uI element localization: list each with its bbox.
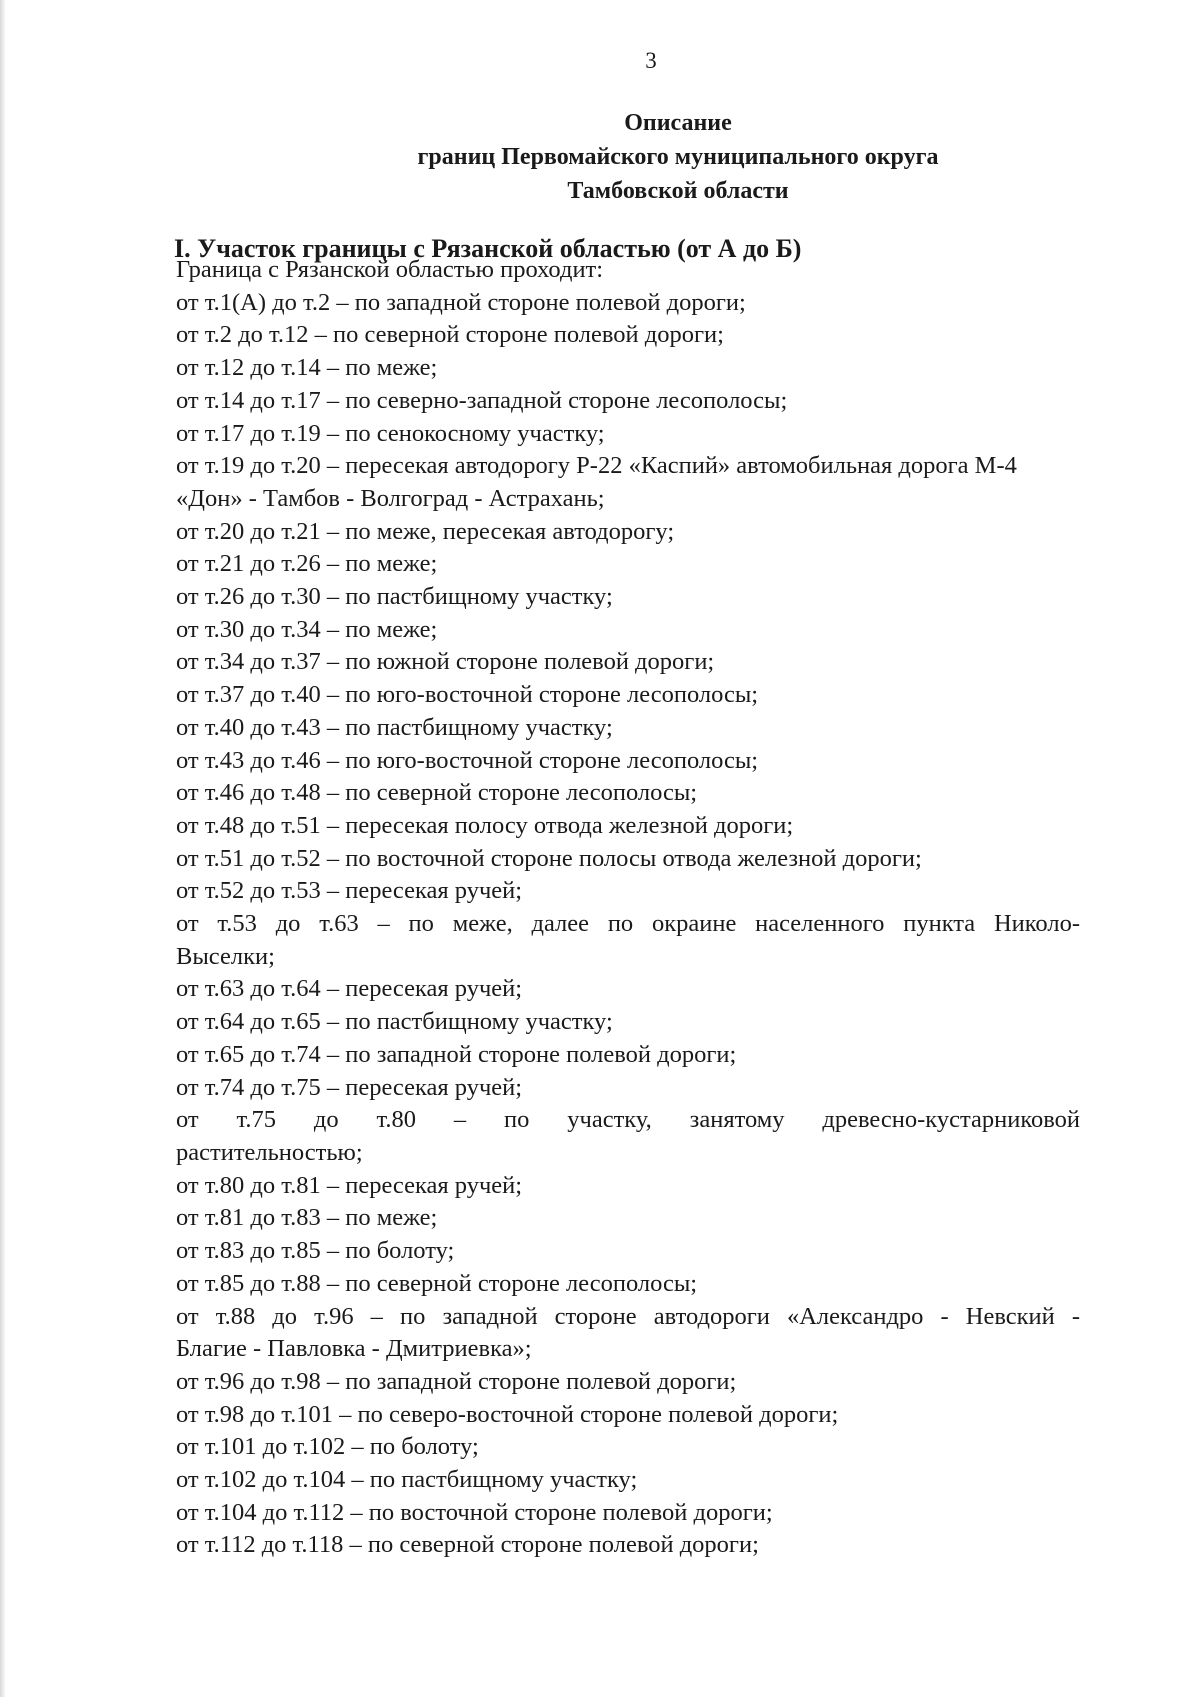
text-line: от т.52 до т.53 – пересекая ручей;	[176, 877, 523, 905]
text-line: от т.98 до т.101 – по северо-восточной стороне полевой дороги;	[176, 1400, 839, 1428]
text-line: от т.80 до т.81 – пересекая ручей;	[176, 1171, 523, 1199]
text-line: от т.104 до т.112 – по восточной стороне полевой дороги;	[176, 1498, 773, 1526]
text-line: от т.14 до т.17 – по северно-западной стороне лесополосы;	[176, 386, 788, 414]
text-line: от т.102 до т.104 – по пастбищному участку;	[176, 1466, 638, 1494]
title-line-1: Описание	[624, 110, 732, 136]
title-line-2: границ Первомайского муниципального округа	[417, 144, 939, 170]
text-line: от т.63 до т.64 – пересекая ручей;	[176, 975, 523, 1003]
text-line: от т.40 до т.43 – по пастбищному участку;	[176, 713, 613, 741]
text-line: от т.53 до т.63 – по меже, далее по окраине населенного пункта Николо-	[176, 910, 1080, 938]
text-line: от т.17 до т.19 – по сенокосному участку;	[176, 419, 605, 447]
text-line: от т.101 до т.102 – по болоту;	[176, 1433, 479, 1461]
title-line-3: Тамбовской области	[567, 178, 789, 204]
text-line: от т.12 до т.14 – по меже;	[176, 354, 438, 382]
text-line: от т.21 до т.26 – по меже;	[176, 550, 438, 578]
text-line: от т.65 до т.74 – по западной стороне полевой дороги;	[176, 1040, 737, 1068]
text-line: от т.20 до т.21 – по меже, пересекая автодорогу;	[176, 517, 675, 545]
text-line: от т.51 до т.52 – по восточной стороне полосы отвода железной дороги;	[176, 844, 922, 872]
text-line: растительностью;	[176, 1138, 363, 1166]
text-line: Благие - Павловка - Дмитриевка»;	[176, 1335, 532, 1363]
text-line: от т.112 до т.118 – по северной стороне полевой дороги;	[176, 1531, 759, 1559]
text-line: от т.1(А) до т.2 – по западной стороне полевой дороги;	[176, 288, 746, 316]
text-line: от т.64 до т.65 – по пастбищному участку;	[176, 1008, 613, 1036]
text-line: от т.48 до т.51 – пересекая полосу отвода железной дороги;	[176, 811, 794, 839]
text-line: от т.37 до т.40 – по юго-восточной стороне лесополосы;	[176, 681, 759, 709]
text-line: от т.88 до т.96 – по западной стороне автодороги «Александро - Невский -	[176, 1302, 1080, 1330]
scan-edge	[0, 0, 6, 1697]
section-heading: I. Участок границы с Рязанской областью (от А до Б)	[174, 234, 802, 263]
text-line: от т.96 до т.98 – по западной стороне полевой дороги;	[176, 1367, 737, 1395]
text-line: Выселки;	[176, 942, 275, 970]
text-line: от т.75 до т.80 – по участку, занятому древесно-кустарниковой	[176, 1106, 1080, 1134]
document-title	[340, 106, 1016, 208]
text-line: от т.26 до т.30 – по пастбищному участку;	[176, 583, 613, 611]
text-line: от т.2 до т.12 – по северной стороне полевой дороги;	[176, 321, 724, 349]
text-line: от т.81 до т.83 – по меже;	[176, 1204, 438, 1232]
page-number: 3	[645, 48, 657, 73]
text-line: от т.46 до т.48 – по северной стороне лесополосы;	[176, 779, 698, 807]
text-line: от т.74 до т.75 – пересекая ручей;	[176, 1073, 523, 1101]
text-line: Граница с Рязанской областью проходит:	[176, 256, 604, 283]
text-line: от т.19 до т.20 – пересекая автодорогу Р-22 «Каспий» автомобильная дорога М-4	[176, 452, 1017, 480]
section-body	[176, 254, 1080, 1562]
text-line: от т.34 до т.37 – по южной стороне полевой дороги;	[176, 648, 715, 676]
text-line: от т.43 до т.46 – по юго-восточной стороне лесополосы;	[176, 746, 759, 774]
text-line: от т.85 до т.88 – по северной стороне лесополосы;	[176, 1269, 698, 1297]
text-line: от т.30 до т.34 – по меже;	[176, 615, 438, 643]
text-line: «Дон» - Тамбов - Волгоград - Астрахань;	[176, 484, 605, 512]
text-line: от т.83 до т.85 – по болоту;	[176, 1237, 455, 1265]
